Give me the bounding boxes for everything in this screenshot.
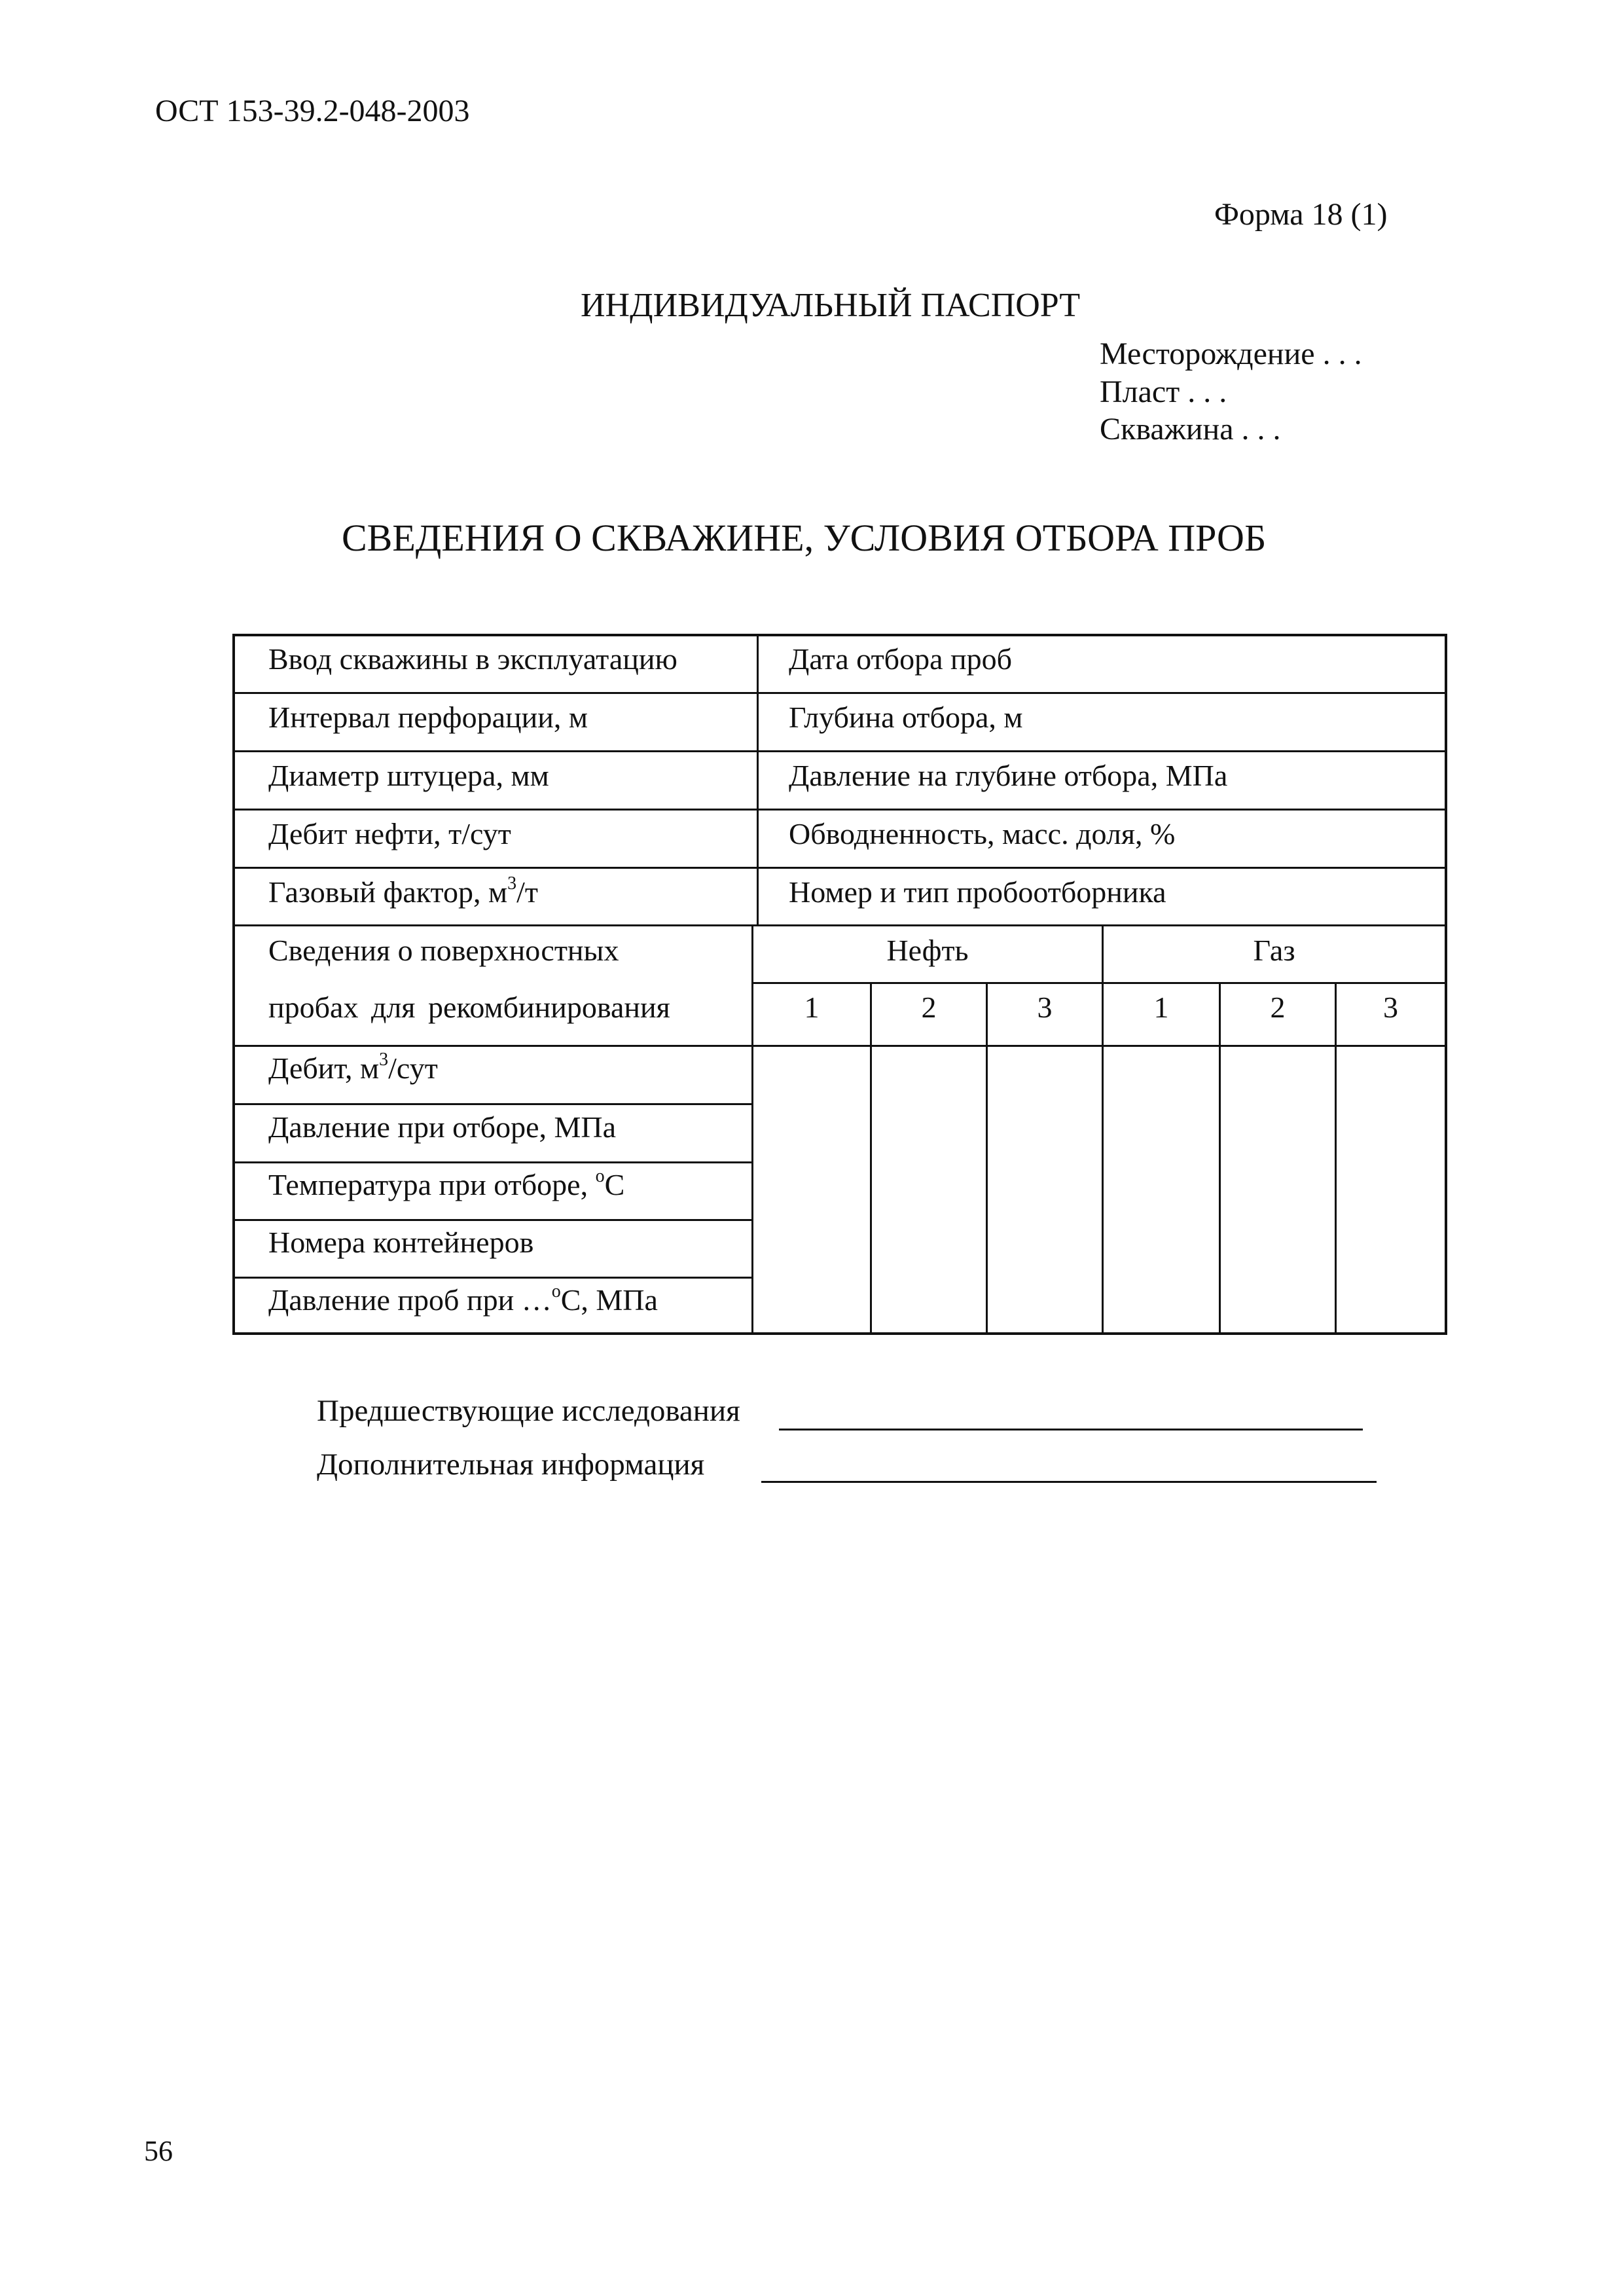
degree-sign: o bbox=[551, 1281, 561, 1302]
row-line bbox=[232, 924, 1447, 926]
passport-title: ИНДИВИДУАЛЬНЫЙ ПАСПОРТ bbox=[581, 287, 1081, 324]
surface-header-line2: пробах для рекомбинирования bbox=[268, 991, 670, 1024]
page-number: 56 bbox=[144, 2135, 173, 2167]
row-container-numbers: Номера контейнеров bbox=[268, 1226, 534, 1259]
row-sample-text: Давление проб при … bbox=[268, 1283, 552, 1317]
column-line bbox=[870, 982, 872, 1334]
surface-header-line1: Сведения о поверхностных bbox=[268, 934, 619, 967]
table-border-bottom bbox=[232, 1332, 1447, 1335]
table-divider bbox=[757, 634, 759, 925]
column-line bbox=[986, 982, 988, 1334]
previous-studies-line[interactable] bbox=[779, 1429, 1363, 1430]
superscript-3: 3 bbox=[379, 1049, 389, 1070]
row-rate bbox=[268, 1051, 438, 1085]
additional-info-label: Дополнительная информация bbox=[317, 1448, 705, 1482]
table-divider bbox=[751, 925, 753, 1334]
row-sampling-pressure: Давление при отборе, МПа bbox=[268, 1110, 617, 1144]
row-line bbox=[232, 750, 1447, 752]
row-rate-unit: /сут bbox=[388, 1051, 438, 1085]
column-line bbox=[1219, 982, 1221, 1334]
oil-col-3: 3 bbox=[1037, 991, 1053, 1024]
meta-well: Скважина . . . bbox=[1100, 412, 1281, 446]
cell-depth-pressure: Давление на глубине отбора, МПа bbox=[789, 759, 1228, 792]
cell-gas-factor-text: Газовый фактор, м bbox=[268, 875, 508, 909]
gas-col-1: 1 bbox=[1153, 991, 1169, 1024]
cell-sampler: Номер и тип пробоотборника bbox=[789, 875, 1166, 909]
cell-water-cut: Обводненность, масс. доля, % bbox=[789, 817, 1176, 850]
cell-sampling-depth: Глубина отбора, м bbox=[789, 701, 1023, 734]
row-rate-text: Дебит, м bbox=[268, 1051, 380, 1085]
oil-col-1: 1 bbox=[804, 991, 820, 1024]
cell-commissioning: Ввод скважины в эксплуатацию bbox=[268, 642, 677, 676]
row-line bbox=[751, 982, 1447, 984]
row-sampling-temperature bbox=[268, 1167, 624, 1202]
cell-gas-factor bbox=[268, 875, 538, 909]
superscript-3: 3 bbox=[507, 873, 517, 894]
row-temp-unit: C bbox=[604, 1168, 625, 1201]
row-sample-pressure bbox=[268, 1283, 658, 1317]
row-line bbox=[232, 809, 1447, 811]
row-line bbox=[232, 692, 1447, 694]
oil-header: Нефть bbox=[886, 934, 969, 967]
row-temp-text: Температура при отборе, bbox=[268, 1168, 596, 1201]
cell-perforation-interval: Интервал перфорации, м bbox=[268, 701, 588, 734]
cell-oil-rate: Дебит нефти, т/сут bbox=[268, 817, 511, 850]
cell-choke-diameter: Диаметр штуцера, мм bbox=[268, 759, 549, 792]
row-line bbox=[232, 1045, 1447, 1047]
table-border-right bbox=[1445, 634, 1447, 1335]
additional-info-line[interactable] bbox=[761, 1481, 1377, 1483]
meta-field: Месторождение . . . bbox=[1100, 337, 1362, 371]
meta-layer: Пласт . . . bbox=[1100, 374, 1227, 409]
table-border-left bbox=[232, 634, 235, 1335]
row-sample-unit: C, МПа bbox=[560, 1283, 658, 1317]
row-line bbox=[232, 1219, 753, 1221]
gas-col-3: 3 bbox=[1383, 991, 1398, 1024]
row-line bbox=[232, 1103, 753, 1105]
column-line bbox=[1335, 982, 1337, 1334]
form-number: Форма 18 (1) bbox=[1214, 197, 1388, 232]
gas-col-2: 2 bbox=[1270, 991, 1286, 1024]
document-code: ОСТ 153-39.2-048-2003 bbox=[155, 94, 470, 128]
row-line bbox=[232, 1161, 753, 1163]
section-title: СВЕДЕНИЯ О СКВАЖИНЕ, УСЛОВИЯ ОТБОРА ПРОБ bbox=[342, 517, 1267, 559]
gas-header: Газ bbox=[1253, 934, 1295, 967]
oil-col-2: 2 bbox=[921, 991, 937, 1024]
table-border-top bbox=[232, 634, 1447, 636]
row-line bbox=[232, 1277, 753, 1279]
cell-sampling-date: Дата отбора проб bbox=[789, 642, 1013, 676]
previous-studies-label: Предшествующие исследования bbox=[317, 1394, 740, 1428]
column-line bbox=[1102, 925, 1104, 1334]
row-line bbox=[232, 867, 1447, 869]
degree-sign: o bbox=[595, 1165, 605, 1186]
cell-gas-factor-unit: /т bbox=[516, 875, 538, 909]
